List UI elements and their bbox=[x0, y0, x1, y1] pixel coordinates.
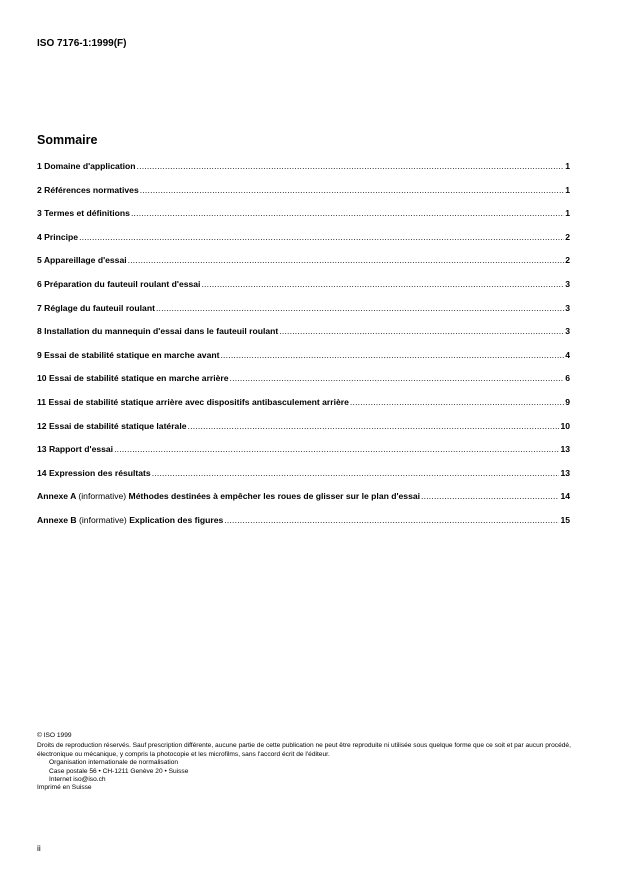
organization-name: Organisation internationale de normalisation bbox=[49, 759, 179, 767]
toc-entry-8[interactable] bbox=[37, 326, 570, 350]
toc-entry-label: 7 Réglage du fauteuil roulant bbox=[37, 302, 155, 313]
toc-entry-page: 13 bbox=[560, 444, 570, 455]
toc-entry-4[interactable] bbox=[37, 232, 570, 256]
toc-entry-page: 15 bbox=[560, 514, 570, 525]
toc-leader-dots bbox=[421, 491, 559, 501]
toc-entry-2[interactable] bbox=[37, 185, 570, 209]
toc-entry-label: 1 Domaine d'application bbox=[37, 161, 136, 171]
toc-leader-dots bbox=[230, 373, 565, 383]
toc-entry-label bbox=[37, 491, 420, 501]
toc-entry-label: 5 Appareillage d'essai bbox=[37, 255, 127, 266]
toc-entry-page: 1 bbox=[565, 161, 570, 171]
copyright-notice bbox=[37, 732, 582, 793]
toc-title: Sommaire bbox=[37, 133, 98, 147]
page-number: ii bbox=[37, 843, 41, 853]
toc-entry-6[interactable] bbox=[37, 279, 570, 303]
annex-qualifier: (informative) bbox=[79, 514, 127, 525]
toc-leader-dots bbox=[188, 421, 560, 431]
toc-entry-label bbox=[37, 515, 223, 525]
toc-entry-annex-a[interactable] bbox=[37, 491, 570, 515]
toc-entry-annex-b[interactable] bbox=[37, 515, 570, 539]
toc-entry-label: 10 Essai de stabilité statique en marche arrière bbox=[37, 373, 229, 384]
toc-entry-page: 2 bbox=[565, 231, 570, 242]
annex-title: Explication des figures bbox=[129, 514, 224, 525]
toc-entry-page: 1 bbox=[565, 184, 570, 195]
toc-entry-5[interactable] bbox=[37, 255, 570, 279]
toc-leader-dots bbox=[79, 232, 564, 242]
toc-entry-page: 6 bbox=[565, 373, 570, 384]
toc-entry-10[interactable] bbox=[37, 373, 570, 397]
printed-in: Imprimé en Suisse bbox=[37, 784, 92, 792]
toc-leader-dots bbox=[156, 303, 564, 313]
toc-entry-label: 3 Termes et définitions bbox=[37, 208, 130, 219]
toc-entry-3[interactable] bbox=[37, 208, 570, 232]
toc-entry-page: 10 bbox=[560, 420, 570, 431]
toc-entry-label: 11 Essai de stabilité statique arrière avec dispositifs antibasculement arrière bbox=[37, 396, 349, 407]
annex-qualifier: (informative) bbox=[78, 491, 127, 502]
table-of-contents bbox=[37, 161, 570, 539]
toc-leader-dots bbox=[201, 279, 564, 289]
toc-leader-dots bbox=[224, 515, 559, 525]
toc-entry-label: 12 Essai de stabilité statique latérale bbox=[37, 420, 187, 431]
annex-prefix: Annexe B bbox=[37, 514, 77, 525]
toc-leader-dots bbox=[128, 255, 565, 265]
toc-entry-page: 13 bbox=[560, 467, 570, 478]
annex-title: Méthodes destinées à empêcher les roues de glisser sur le plan d'essai bbox=[128, 491, 421, 502]
toc-entry-label: 6 Préparation du fauteuil roulant d'essai bbox=[37, 278, 201, 289]
document-id: ISO 7176-1:1999(F) bbox=[37, 38, 127, 49]
toc-entry-page: 14 bbox=[560, 491, 570, 502]
toc-entry-9[interactable] bbox=[37, 350, 570, 374]
toc-leader-dots bbox=[220, 350, 564, 360]
toc-entry-7[interactable] bbox=[37, 303, 570, 327]
toc-entry-label: 9 Essai de stabilité statique en marche avant bbox=[37, 349, 220, 360]
toc-entry-page: 9 bbox=[565, 396, 570, 407]
toc-entry-page: 1 bbox=[565, 208, 570, 219]
toc-entry-page: 3 bbox=[565, 326, 570, 337]
toc-leader-dots bbox=[350, 397, 564, 407]
copyright-line: © ISO 1999 bbox=[37, 732, 72, 739]
toc-leader-dots bbox=[114, 444, 559, 454]
toc-entry-page: 2 bbox=[565, 255, 570, 266]
toc-entry-11[interactable] bbox=[37, 397, 570, 421]
toc-entry-label: 14 Expression des résultats bbox=[37, 467, 151, 478]
toc-entry-page: 3 bbox=[565, 302, 570, 313]
toc-leader-dots bbox=[137, 161, 565, 171]
toc-entry-label: 13 Rapport d'essai bbox=[37, 444, 114, 455]
toc-entry-page: 4 bbox=[565, 349, 570, 360]
toc-entry-label: 8 Installation du mannequin d'essai dans le fauteuil roulant bbox=[37, 326, 279, 337]
toc-leader-dots bbox=[140, 185, 564, 195]
toc-entry-1[interactable] bbox=[37, 161, 570, 185]
annex-prefix: Annexe A bbox=[37, 491, 76, 502]
toc-entry-label: 4 Principe bbox=[37, 231, 79, 242]
internet-contact: Internet iso@iso.ch bbox=[49, 776, 106, 784]
toc-entry-label: 2 Références normatives bbox=[37, 184, 139, 195]
postal-address: Case postale 56 • CH-1211 Genève 20 • Suisse bbox=[49, 767, 189, 775]
toc-leader-dots bbox=[279, 326, 564, 336]
toc-entry-13[interactable] bbox=[37, 444, 570, 468]
toc-leader-dots bbox=[152, 468, 560, 478]
toc-leader-dots bbox=[131, 208, 564, 218]
toc-entry-page: 3 bbox=[565, 278, 570, 289]
rights-statement: Droits de reproduction réservés. Sauf prescription différente, aucune partie de cette publication ne peut être reproduite ni utilisée sous quelque forme que ce soit et par aucun procédé, électronique ou mécanique, y compris la photocopie et les microfilms, sans l'accord écrit de l'éditeur. bbox=[37, 742, 571, 758]
toc-entry-14[interactable] bbox=[37, 468, 570, 492]
toc-entry-12[interactable] bbox=[37, 421, 570, 445]
